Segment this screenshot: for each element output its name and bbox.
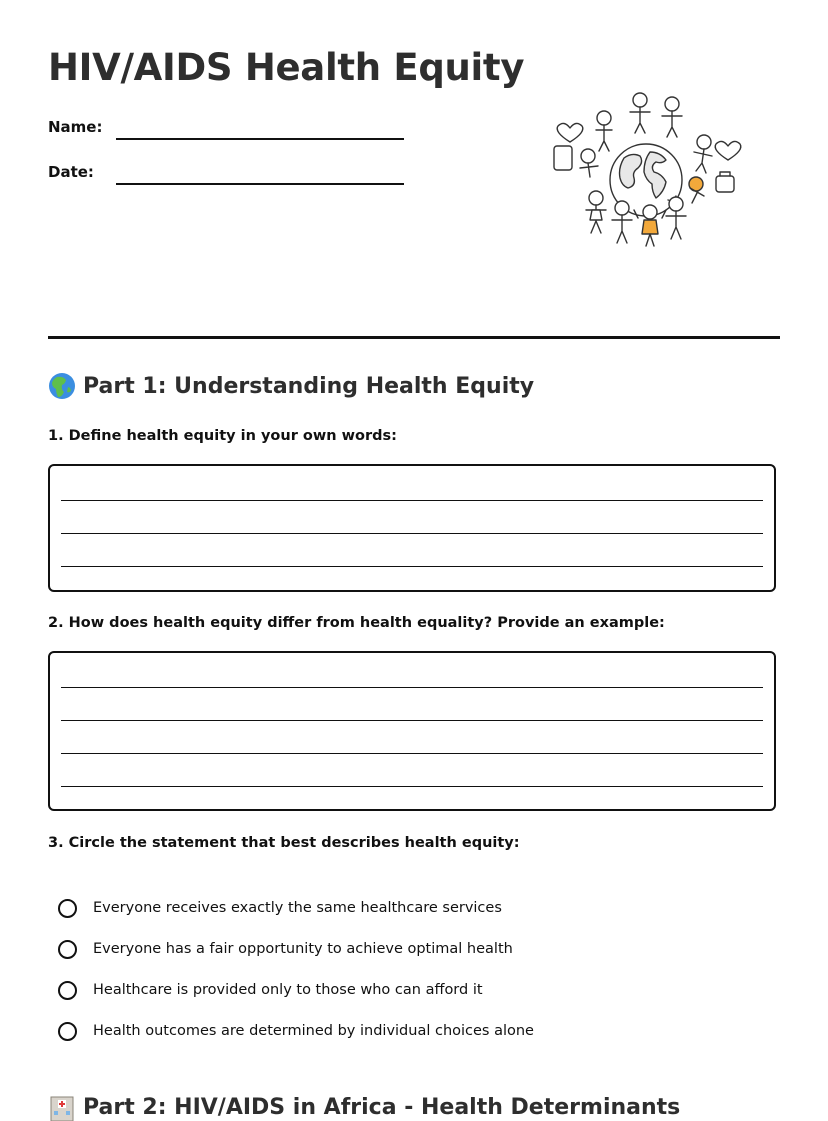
option-text: Health outcomes are determined by individual choices alone: [93, 1023, 534, 1039]
answer-box-2[interactable]: [48, 651, 776, 811]
header-divider: [48, 336, 780, 339]
option-3[interactable]: [58, 978, 483, 1002]
answer-line[interactable]: [61, 786, 763, 787]
answer-line[interactable]: [61, 720, 763, 721]
part2-heading: [48, 1093, 680, 1121]
question-2: 2. How does health equity differ from health equality? Provide an example:: [48, 615, 665, 631]
date-label: Date:: [48, 163, 94, 181]
part1-heading-text: Part 1: Understanding Health Equity: [83, 373, 535, 399]
option-4[interactable]: [58, 1019, 534, 1043]
radio-circle[interactable]: [58, 940, 77, 959]
children-around-globe-icon: [548, 88, 744, 264]
worksheet-title: HIV/AIDS Health Equity: [48, 46, 525, 89]
option-2[interactable]: [58, 937, 513, 961]
part2-heading-text: Part 2: HIV/AIDS in Africa - Health Determinants: [83, 1094, 681, 1120]
answer-line[interactable]: [61, 500, 763, 501]
globe-africa-emoji: [48, 372, 76, 400]
answer-line[interactable]: [61, 566, 763, 567]
question-1: 1. Define health equity in your own words:: [48, 428, 397, 444]
part1-heading: [48, 372, 534, 400]
option-1[interactable]: [58, 896, 502, 920]
radio-circle[interactable]: [58, 981, 77, 1000]
answer-box-1[interactable]: [48, 464, 776, 592]
date-field: [48, 163, 408, 193]
name-label: Name:: [48, 118, 103, 136]
option-text: Everyone has a fair opportunity to achieve optimal health: [93, 941, 513, 957]
hospital-emoji: [48, 1093, 76, 1121]
name-input-line[interactable]: [116, 138, 404, 140]
radio-circle[interactable]: [58, 899, 77, 918]
answer-line[interactable]: [61, 753, 763, 754]
option-text: Healthcare is provided only to those who can afford it: [93, 982, 483, 998]
question-3: 3. Circle the statement that best describes health equity:: [48, 835, 520, 851]
option-text: Everyone receives exactly the same healthcare services: [93, 900, 502, 916]
name-field: [48, 118, 408, 148]
answer-line[interactable]: [61, 687, 763, 688]
radio-circle[interactable]: [58, 1022, 77, 1041]
date-input-line[interactable]: [116, 183, 404, 185]
answer-line[interactable]: [61, 533, 763, 534]
